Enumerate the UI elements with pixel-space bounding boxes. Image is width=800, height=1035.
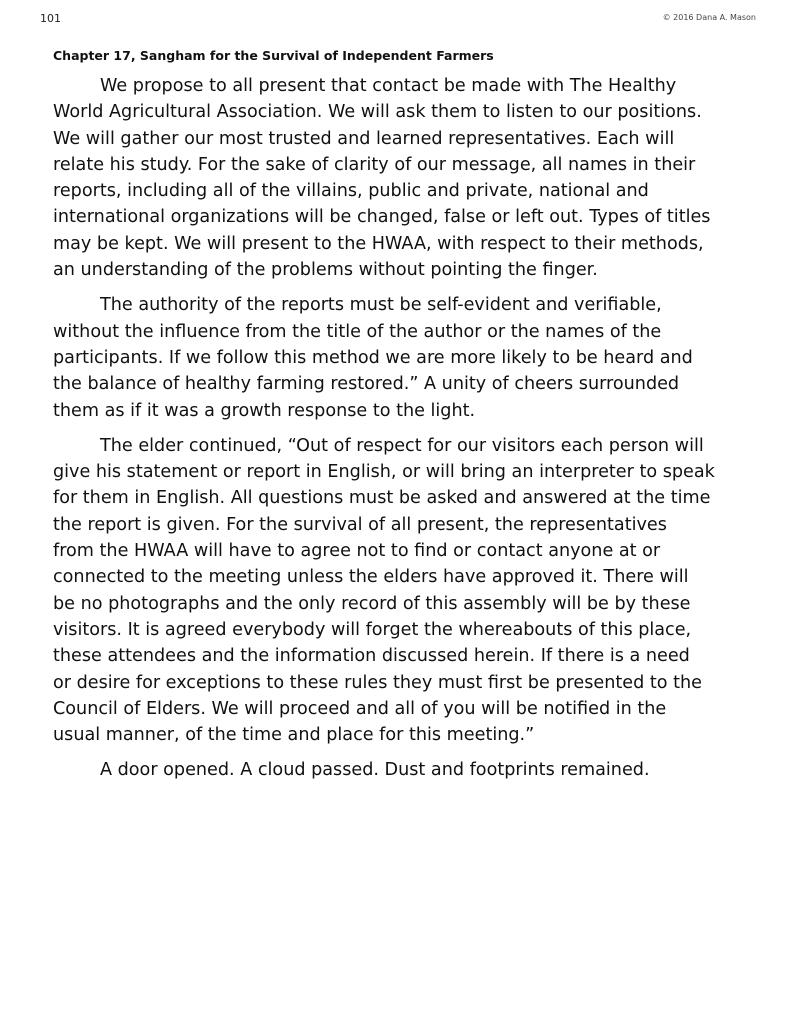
chapter-title: Chapter 17, Sangham for the Survival of Independent Farmers [53,48,494,63]
text-line: A door opened. A cloud passed. Dust and footprints remained. [100,760,650,781]
text-line: The elder continued, “Out of respect for our visitors each person will [100,435,704,456]
text-line: participants. If we follow this method we are more likely to be heard and [53,347,693,368]
text-line: for them in English. All questions must be asked and answered at the time [53,488,711,509]
text-line: connected to the meeting unless the elders have approved it. There will [53,567,689,588]
text-line: may be kept. We will present to the HWAA, with respect to their methods, [53,233,704,254]
paragraph [53,73,753,283]
text-line: international organizations will be changed, false or left out. Types of titles [53,207,711,228]
text-line: an understanding of the problems without pointing the finger. [53,260,598,281]
text-line: World Agricultural Association. We will ask them to listen to our positions. [53,102,702,123]
text-line: these attendees and the information discussed herein. If there is a need [53,646,690,667]
paragraph [53,757,753,783]
text-line: the balance of healthy farming restored.” A unity of cheers surrounded [53,374,680,395]
text-line: from the HWAA will have to agree not to find or contact anyone at or [53,541,661,562]
page-number: 101 [40,12,61,25]
text-line: The authority of the reports must be self-evident and verifiable, [100,295,662,316]
text-line: relate his study. For the sake of clarity of our message, all names in their [53,154,696,175]
text-line: visitors. It is agreed everybody will forget the whereabouts of this place, [53,619,692,640]
copyright-notice: © 2016 Dana A. Mason [662,13,756,22]
text-line: Council of Elders. We will proceed and all of you will be notified in the [53,698,667,719]
text-line: be no photographs and the only record of this assembly will be by these [53,593,691,614]
text-line: give his statement or report in English, or will bring an interpreter to speak [53,462,715,483]
paragraph [53,433,753,749]
text-line: We will gather our most trusted and learned representatives. Each will [53,128,675,149]
text-line: or desire for exceptions to these rules they must first be presented to the [53,672,702,693]
text-line: reports, including all of the villains, public and private, national and [53,181,649,202]
text-line: the report is given. For the survival of all present, the representatives [53,514,667,535]
text-line: them as if it was a growth response to the light. [53,400,476,421]
paragraph [53,292,753,423]
text-line: without the influence from the title of the author or the names of the [53,321,662,342]
text-line: usual manner, of the time and place for this meeting.” [53,725,535,746]
body-text [53,73,753,793]
text-line: We propose to all present that contact be made with The Healthy [100,76,677,96]
